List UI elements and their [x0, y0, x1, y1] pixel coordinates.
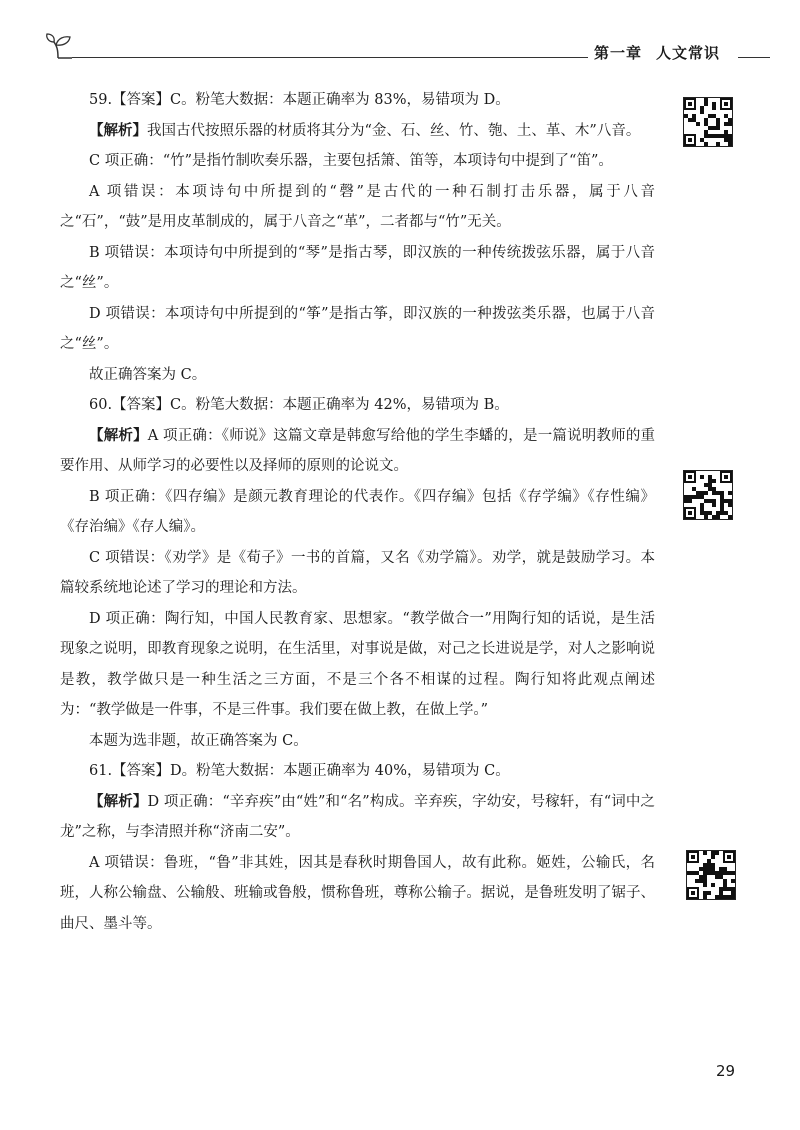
page-header — [0, 0, 800, 80]
header-rule-left — [72, 57, 588, 58]
qr-code-icon[interactable] — [683, 97, 733, 147]
sprout-icon — [44, 32, 74, 60]
paragraph: 59.【答案】C。粉笔大数据：本题正确率为 83%，易错项为 D。 — [89, 92, 510, 108]
paragraph: 60.【答案】C。粉笔大数据：本题正确率为 42%，易错项为 B。 — [89, 397, 509, 413]
paragraph: 本题为选非题，故正确答案为 C。 — [89, 732, 308, 749]
paragraph: A 项错误：本项诗句中所提到的“磬”是古代的一种石制打击乐器，属于八音之“石”，“鼓”是用皮革制成的，属于八音之“革”，二者都与“竹”无关。 — [60, 183, 655, 230]
chapter-heading — [594, 42, 720, 63]
paragraph: C 项错误：《劝学》是《荀子》一书的首篇，又名《劝学篇》。劝学，就是鼓励学习。本篇较系统地论述了学习的理论和方法。 — [60, 549, 655, 596]
page-number: 29 — [716, 1062, 736, 1080]
answer-explanations — [60, 85, 655, 939]
paragraph: 故正确答案为 C。 — [89, 366, 207, 383]
qr-code-icon[interactable] — [683, 470, 733, 520]
paragraph: D 项正确：陶行知，中国人民教育家、思想家。“教学做合一”用陶行知的话说，是生活现象之说明，即教育现象之说明，在生活里，对事说是做，对己之长进说是学，对人之影响说是教，教学做只是一种生活之三方面，不是三个各不相谋的过程。陶行知将此观点阐述为：“教学做是一件事，不是三件事。我们要在做上教，在做上学。” — [60, 610, 655, 718]
paragraph: 【解析】A 项正确：《师说》这篇文章是韩愈写给他的学生李蟠的，是一篇说明教师的重要作用、从师学习的必要性以及择师的原则的论说文。 — [60, 427, 656, 474]
paragraph: D 项错误：本项诗句中所提到的“筝”是指古筝，即汉族的一种拨弦类乐器，也属于八音之“丝”。 — [60, 305, 655, 352]
paragraph: C 项正确：“竹”是指竹制吹奏乐器，主要包括箫、笛等，本项诗句中提到了“笛”。 — [89, 153, 613, 169]
chapter-section: 人文常识 — [656, 44, 721, 62]
header-rule-right — [738, 57, 770, 58]
paragraph: 【解析】我国古代按照乐器的材质将其分为“金、石、丝、竹、匏、土、革、木”八音。 — [89, 122, 641, 139]
chapter-number: 第一章 — [594, 44, 643, 62]
paragraph: 61.【答案】D。粉笔大数据：本题正确率为 40%，易错项为 C。 — [89, 763, 510, 779]
paragraph: B 项错误：本项诗句中所提到的“琴”是指古琴，即汉族的一种传统拨弦乐器，属于八音之“丝”。 — [60, 244, 655, 291]
paragraph: 【解析】D 项正确：“辛弃疾”由“姓”和“名”构成。辛弃疾，字幼安，号稼轩，有“词中之龙”之称，与李清照并称“济南二安”。 — [60, 793, 656, 840]
paragraph: B 项正确：《四存编》是颜元教育理论的代表作。《四存编》包括《存学编》《存性编》《存治编》《存人编》。 — [60, 488, 655, 535]
paragraph: A 项错误：鲁班，“鲁”非其姓，因其是春秋时期鲁国人，故有此称。姬姓，公输氏，名班，人称公输盘、公输般、班输或鲁般，惯称鲁班，尊称公输子。据说，是鲁班发明了锯子、曲尺、墨斗等。 — [60, 854, 655, 932]
qr-code-icon[interactable] — [686, 850, 736, 900]
